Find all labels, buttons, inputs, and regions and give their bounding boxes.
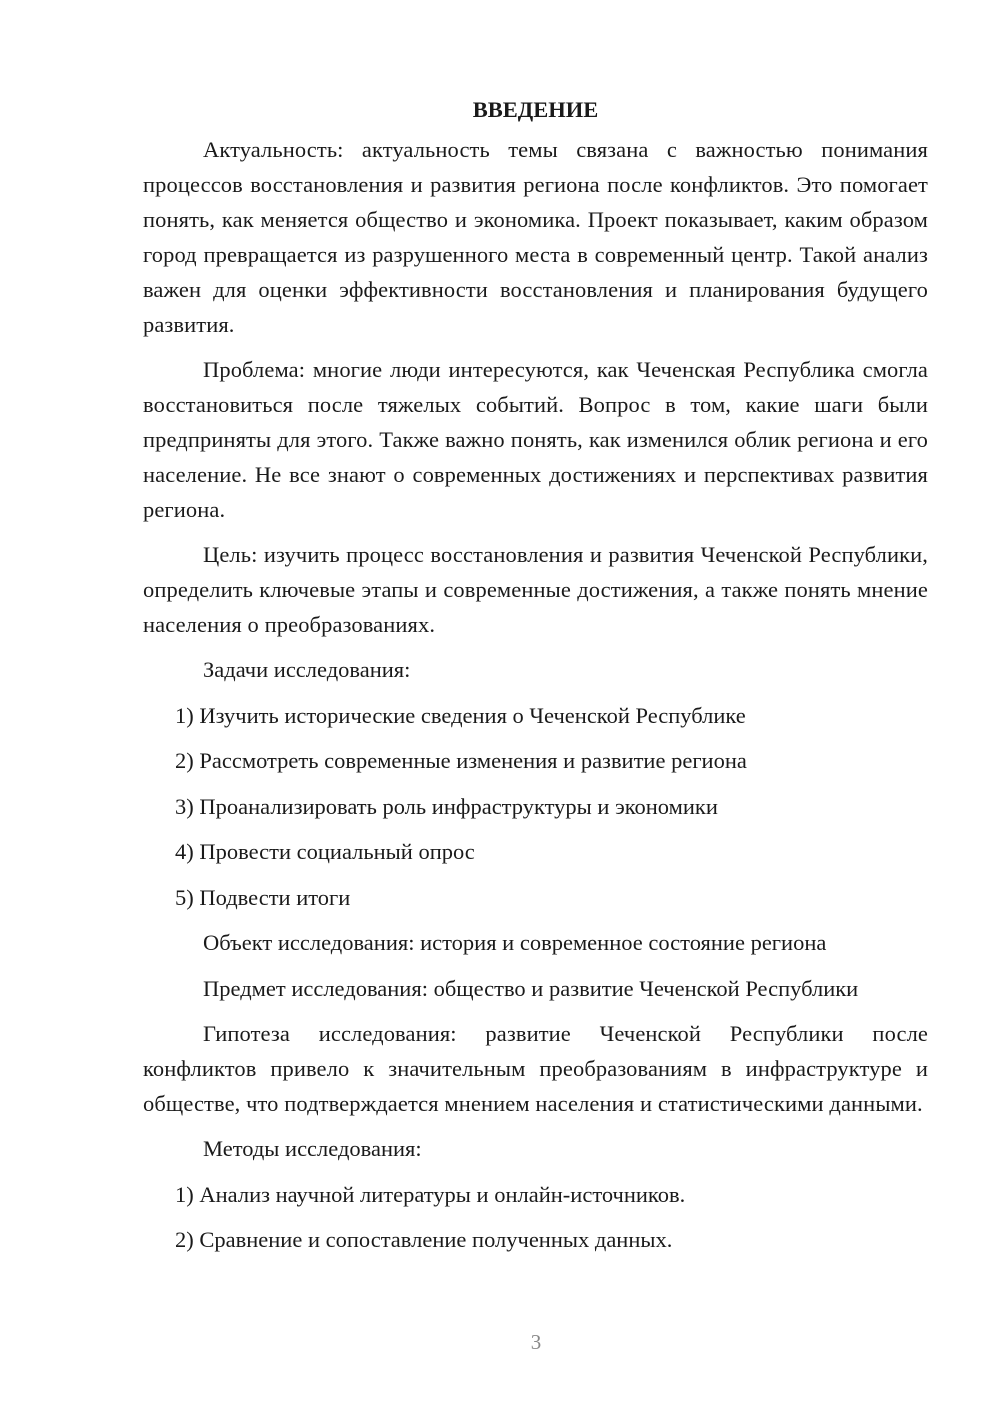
tasks-title: Задачи исследования: bbox=[203, 657, 411, 682]
task-item: 1) Изучить исторические сведения о Чеченской Республике bbox=[175, 702, 746, 728]
task-item: 3) Проанализировать роль инфраструктуры и экономики bbox=[175, 793, 718, 819]
research-subject: Предмет исследования: общество и развитие Чеченской Республики bbox=[203, 975, 859, 1001]
method-item: 2) Сравнение и сопоставление полученных данных. bbox=[175, 1227, 673, 1252]
section-heading: ВВЕДЕНИЕ bbox=[472, 97, 599, 122]
methods-list bbox=[143, 1177, 928, 1258]
task-item: 4) Провести социальный опрос bbox=[175, 839, 475, 864]
page-number: 3 bbox=[530, 1330, 542, 1354]
tasks-list bbox=[143, 698, 928, 915]
goal-paragraph: Цель: изучить процесс восстановления и развития Чеченской Республики, определить ключевые этапы и современные достижения, а также понять мнение населения о преобразованиях. bbox=[143, 542, 928, 637]
method-item: 1) Анализ научной литературы и онлайн-источников. bbox=[175, 1181, 686, 1207]
problem-paragraph: Проблема: многие люди интересуются, как Чеченская Республика смогла восстановиться после тяжелых событий. Вопрос в том, какие шаги были предприняты для этого. Также важно понять, как изменился облик региона и его население. Не все знают о современных достижениях и перспективах развития региона. bbox=[143, 357, 928, 522]
hypothesis-paragraph: Гипотеза исследования: развитие Чеченской Республики после конфликтов привело к значительным преобразованиям в инфраструктуре и обществе, что подтверждается мнением населения и статистическими данными. bbox=[143, 1021, 928, 1116]
task-item: 2) Рассмотреть современные изменения и развитие региона bbox=[175, 748, 747, 773]
page-content bbox=[143, 92, 928, 1268]
task-item: 5) Подвести итоги bbox=[175, 884, 351, 910]
research-object: Объект исследования: история и современное состояние региона bbox=[203, 930, 827, 955]
relevance-paragraph: Актуальность: актуальность темы связана с важностью понимания процессов восстановления и развития региона после конфликтов. Это помогает понять, как меняется общество и экономика. Проект показывает, каким образом город превращается из разрушенного места в современный центр. Такой анализ важен для оценки эффективности восстановления и планирования будущего развития. bbox=[143, 137, 928, 337]
methods-title: Методы исследования: bbox=[203, 1136, 422, 1161]
